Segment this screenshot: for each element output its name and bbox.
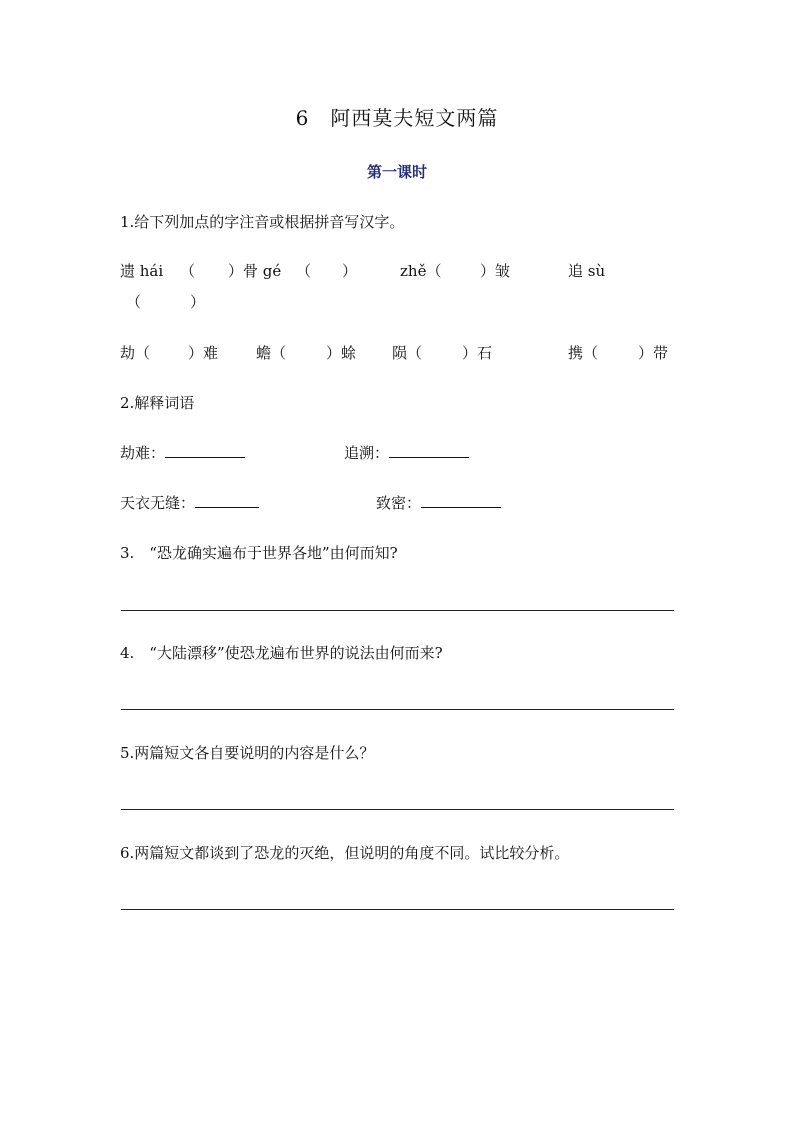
page-title: 6 阿西莫夫短文两篇: [295, 106, 499, 130]
q2-term-zhuisu: [344, 443, 469, 463]
q1-item-zhe: zhě（: [400, 262, 442, 280]
question-6-prompt: 6.两篇短文都谈到了恐龙的灭绝，但说明的角度不同。试比较分析。: [120, 844, 570, 862]
q1-item-su: 追 sù: [568, 262, 606, 280]
q1-item-ge: ）骨 gé: [228, 262, 282, 280]
q2-term-zhuisu-label: 追溯：: [344, 444, 390, 462]
q1-item-nan: ）难: [188, 344, 219, 362]
q2-term-zhimi-label: 致密：: [376, 494, 422, 512]
q2-term-jienan-blank[interactable]: [165, 443, 245, 458]
q2-term-zhimi: [376, 493, 501, 513]
question-4-answer-line[interactable]: [121, 709, 674, 710]
q1-item-dai: ）带: [638, 344, 669, 362]
q1-item-hai: 遗 hái: [120, 262, 164, 280]
q1-item-xie: 携（: [568, 344, 599, 362]
q1-item-jie: 劫（: [120, 344, 151, 362]
question-4-prompt: 4. “大陆漂移”使恐龙遍布世界的说法由何而来?: [120, 644, 443, 662]
q1-item-su-open: （: [126, 293, 142, 311]
q1-item-zhou: ）皱: [480, 262, 511, 280]
q1-item-chan: 蟾（: [256, 344, 287, 362]
question-6-answer-line[interactable]: [121, 909, 674, 910]
question-5-answer-line[interactable]: [121, 809, 674, 810]
question-3-prompt: 3. “恐龙确实遍布于世界各地”由何而知?: [120, 544, 398, 562]
q1-item-yun: 陨（: [392, 344, 423, 362]
q1-item-shi: ）石: [462, 344, 493, 362]
question-2-prompt: 2.解释词语: [120, 394, 195, 412]
q1-item-ge-open: （: [296, 262, 312, 280]
q2-term-jienan: [120, 443, 245, 463]
q1-item-chu: ）蜍: [326, 344, 357, 362]
q2-term-jienan-label: 劫难：: [120, 444, 166, 462]
lesson-subtitle: 第一课时: [366, 163, 427, 181]
question-1-prompt: 1.给下列加点的字注音或根据拼音写汉字。: [120, 213, 405, 231]
q1-item-hai-open: （: [180, 262, 196, 280]
q2-term-tianyi-blank[interactable]: [195, 493, 259, 508]
q2-term-zhimi-blank[interactable]: [421, 493, 501, 508]
question-3-answer-line[interactable]: [121, 610, 674, 611]
q1-item-ge-close: ）: [342, 262, 358, 280]
q2-term-zhuisu-blank[interactable]: [389, 443, 469, 458]
q2-term-tianyi: [120, 493, 259, 513]
q1-item-su-close: ）: [190, 293, 206, 311]
q2-term-tianyi-label: 天衣无缝：: [120, 494, 196, 512]
question-5-prompt: 5.两篇短文各自要说明的内容是什么？: [120, 744, 375, 762]
